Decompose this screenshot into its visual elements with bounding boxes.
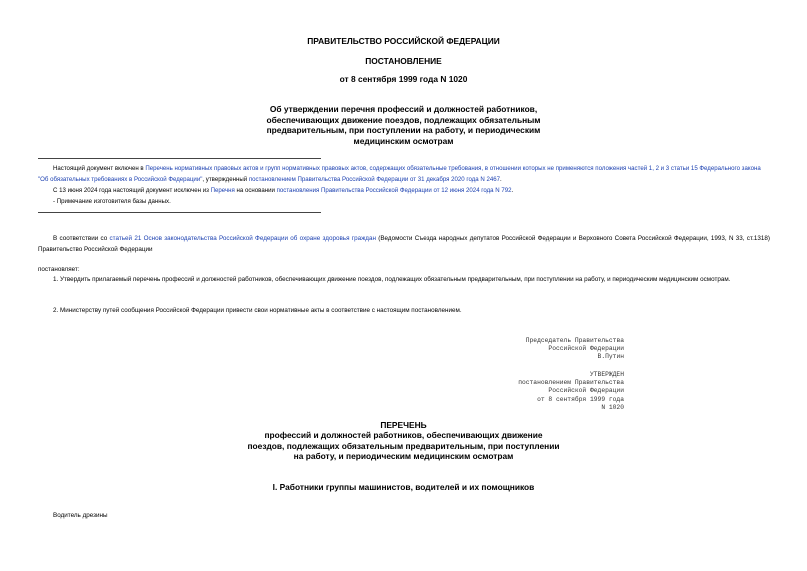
approved-line: от 8 сентября 1999 года	[537, 395, 624, 403]
title-line: Об утверждении перечня профессий и должностей работников,	[269, 104, 538, 114]
approved-line: постановлением Правительства	[518, 379, 624, 387]
approved-line: N 1020	[601, 403, 624, 411]
title-line: предварительным, при поступлении на работу, и периодическим	[266, 125, 541, 135]
approved-block	[470, 371, 624, 412]
list-title-line: на работу, и периодическим медицинским осмотрам	[293, 451, 514, 461]
signature-block	[470, 337, 624, 362]
title-line: обеспечивающих движение поездов, подлежащих обязательным	[266, 114, 541, 125]
note-top-rule	[38, 158, 321, 159]
note-bottom-rule	[38, 212, 321, 213]
note-text: Настоящий документ включен в	[53, 165, 146, 172]
body-text: (Ведомости Съезда народных депутатов Российской Федерации и Верховного Совета Российской Федерации, 1993, N 33, ст.1318) Правительство Российской Федерации	[38, 235, 770, 253]
note-paragraph-2	[53, 185, 770, 196]
body-preamble	[38, 234, 770, 255]
document-title	[0, 104, 807, 146]
link-postanovlenie-792[interactable]: постановления Правительства Российской Федерации от 12 июня 2024 года N 792	[276, 187, 512, 194]
resolves-text: постановляет:	[38, 266, 80, 273]
note-text: на основании	[234, 187, 277, 194]
list-title	[0, 430, 807, 462]
resolution-item-2: 2. Министерству путей сообщения Российской Федерации привести свои нормативные акты в соответствие с настоящим постановлением.	[53, 307, 462, 314]
approved-line: УТВЕРЖДЕН	[589, 371, 624, 378]
document-type: ПОСТАНОВЛЕНИЕ	[365, 56, 442, 66]
list-item: Водитель дрезины	[53, 512, 108, 519]
link-perechen-npa[interactable]: Перечень нормативных правовых актов и групп нормативных правовых актов, содержащих обязательные требования, в отношении которых не применяются положения частей 1, 2 и 3 статьи 15 Федерального закона "Об обязательных требованиях в Российской Федерации"	[38, 165, 761, 183]
section-heading: I. Работники группы машинистов, водителей и их помощников	[272, 482, 535, 492]
note-text: .	[511, 187, 514, 194]
document-date-number: от 8 сентября 1999 года N 1020	[339, 74, 468, 84]
note-text: .	[500, 176, 502, 183]
note-text: С 13 июня 2024 года настоящий документ исключен из	[53, 187, 211, 194]
resolution-item-1: 1. Утвердить прилагаемый перечень профессий и должностей работников, обеспечивающих движение поездов, подлежащих обязательным предварительным, при поступлении на работу, и периодическим медицинским осмотрам.	[53, 276, 731, 283]
note-text: , утвержденный	[202, 176, 249, 183]
body-text: В соответствии со	[53, 235, 110, 242]
list-title-line: профессий и должностей работников, обеспечивающих движение	[264, 430, 543, 440]
signature-line: В.Путин	[597, 353, 624, 361]
list-heading: ПЕРЕЧЕНЬ	[380, 420, 427, 430]
note-paragraph-1	[38, 163, 770, 185]
link-perechnya[interactable]: Перечня	[210, 187, 235, 194]
note-paragraph-3: - Примечание изготовителя базы данных.	[53, 198, 171, 205]
signature-line: Российской Федерации	[548, 345, 624, 353]
list-title-line: поездов, подлежащих обязательным предварительным, при поступлении	[247, 440, 560, 451]
link-article-21[interactable]: статьей 21 Основ законодательства Российской Федерации об охране здоровья граждан	[109, 235, 376, 242]
approved-line: Российской Федерации	[548, 387, 624, 395]
government-heading: ПРАВИТЕЛЬСТВО РОССИЙСКОЙ ФЕДЕРАЦИИ	[307, 36, 500, 46]
link-postanovlenie-2467[interactable]: постановлением Правительства Российской Федерации от 31 декабря 2020 года N 2467	[248, 176, 501, 183]
signature-line: Председатель Правительства	[525, 337, 624, 344]
title-line: медицинским осмотрам	[353, 135, 454, 146]
